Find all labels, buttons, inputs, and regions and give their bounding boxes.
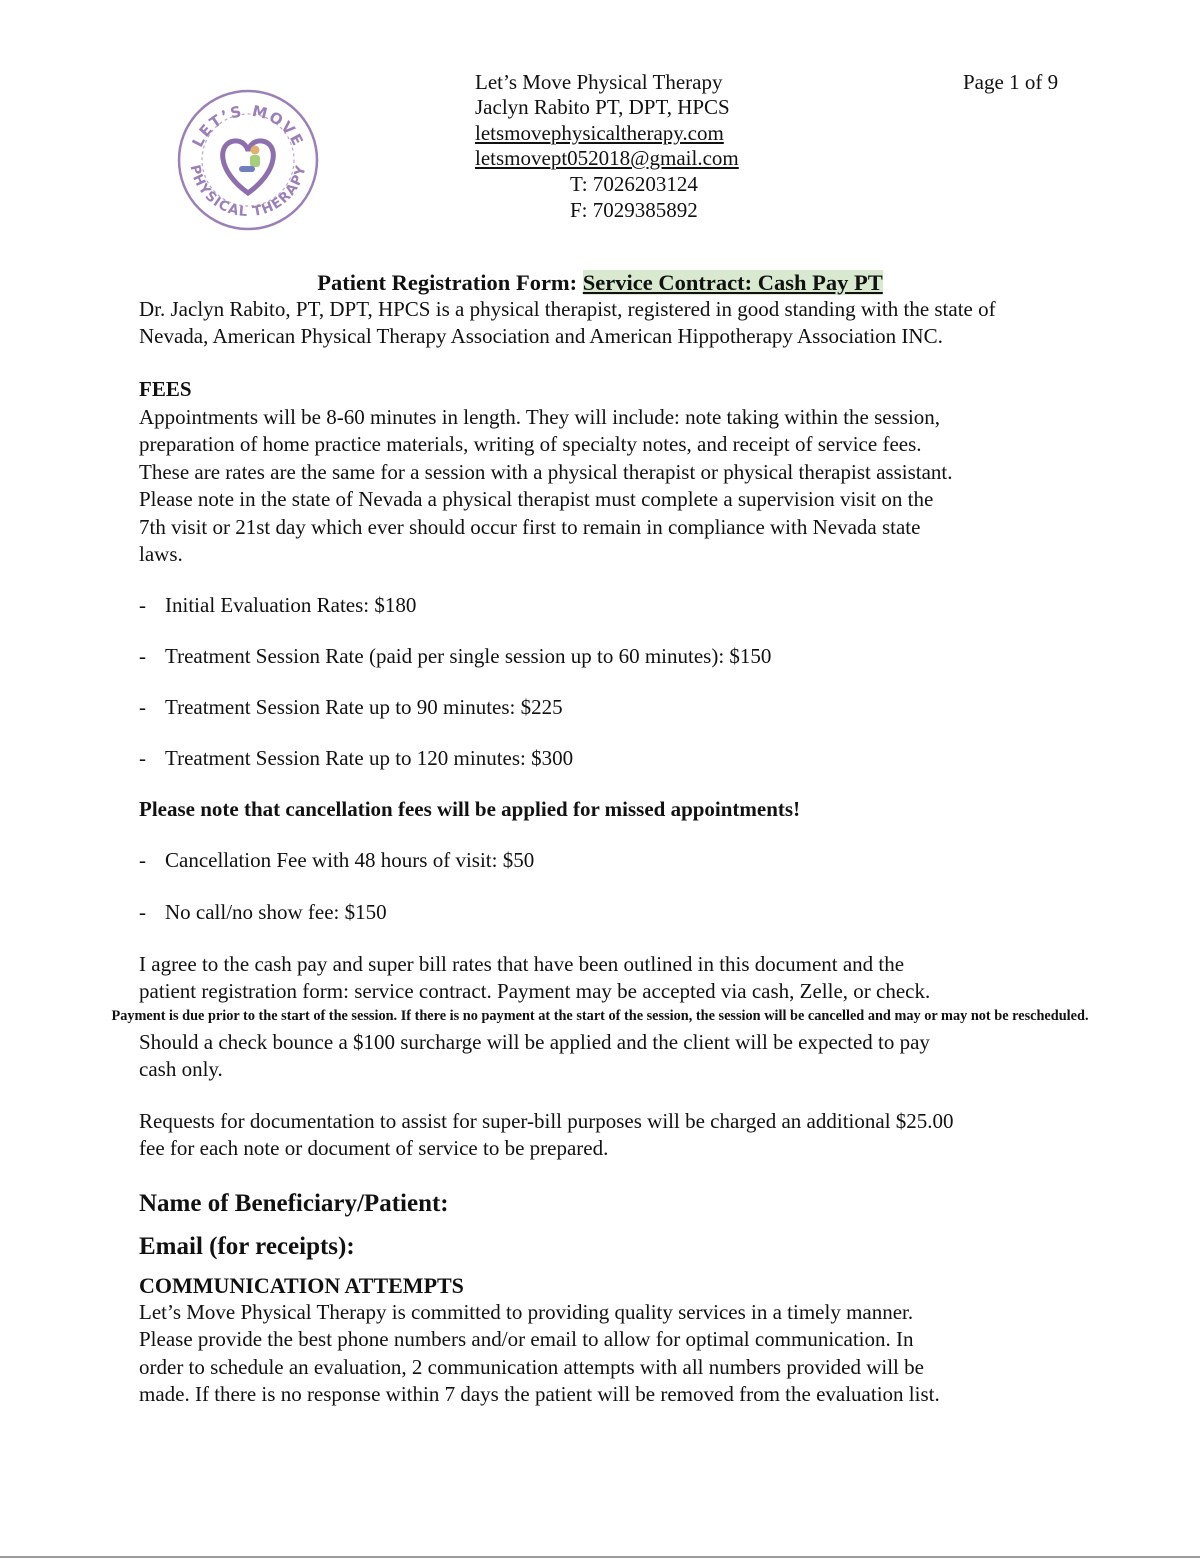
list-dash: -: [139, 695, 146, 719]
communication-line: made. If there is no response within 7 days the patient will be removed from the evaluation list.: [139, 1382, 940, 1407]
logo-graphic: [176, 88, 320, 232]
documentation-line: fee for each note or document of service to be prepared.: [139, 1136, 609, 1161]
list-dash: -: [139, 900, 146, 924]
agreement-paragraph-2: [139, 1029, 1079, 1084]
cancel-fee-text: Cancellation Fee with 48 hours of visit: $50: [165, 848, 535, 872]
intro-line: Dr. Jaclyn Rabito, PT, DPT, HPCS is a physical therapist, registered in good standing with the state of: [139, 297, 996, 321]
practice-name: Let’s Move Physical Therapy: [475, 70, 723, 94]
website-link[interactable]: letsmovephysicaltherapy.com: [475, 121, 724, 145]
fees-line: These are rates are the same for a session with a physical therapist or physical therapist assistant.: [139, 459, 953, 484]
rate-item: [139, 695, 563, 720]
communication-line: order to schedule an evaluation, 2 communication attempts with all numbers provided will be: [139, 1354, 924, 1379]
email-field-label: Email (for receipts):: [139, 1233, 355, 1260]
phone-number: T: 7026203124: [570, 172, 698, 196]
documentation-paragraph: [139, 1108, 1079, 1163]
cancel-fee-item: [139, 848, 534, 873]
communication-line: Please provide the best phone numbers and/or email to allow for optimal communication. In: [139, 1327, 914, 1352]
fees-heading: FEES: [139, 377, 192, 401]
payment-due-notice: Payment is due prior to the start of the session. If there is no payment at the start of the session, the session will be cancelled and may or may not be rescheduled.: [111, 1008, 1089, 1024]
rate-item: [139, 593, 416, 618]
fees-line: Please note in the state of Nevada a physical therapist must complete a supervision visit on the: [139, 487, 934, 512]
fees-line: laws.: [139, 542, 183, 567]
svg-text:PHYSICAL THERAPY: PHYSICAL THERAPY: [186, 163, 310, 221]
fees-line: 7th visit or 21st day which ever should occur first to remain in compliance with Nevada state: [139, 514, 921, 539]
fees-paragraph: [139, 404, 1079, 568]
rate-item: [139, 746, 573, 771]
page-number: Page 1 of 9: [963, 70, 1059, 94]
intro-line: Nevada, American Physical Therapy Association and American Hippotherapy Association INC.: [139, 324, 943, 349]
rate-text: Initial Evaluation Rates: $180: [165, 593, 417, 617]
form-title: [0, 270, 1200, 296]
agreement-paragraph: [139, 951, 1079, 1006]
rate-text: Treatment Session Rate up to 120 minutes: $300: [165, 746, 574, 770]
list-dash: -: [139, 644, 146, 668]
fax-number: F: 7029385892: [570, 198, 698, 222]
agreement-line: Should a check bounce a $100 surcharge will be applied and the client will be expected to pay: [139, 1030, 930, 1054]
rate-text: Treatment Session Rate up to 90 minutes: $225: [165, 695, 563, 719]
rate-text: Treatment Session Rate (paid per single session up to 60 minutes): $150: [165, 644, 772, 668]
cancel-fee-item: [139, 900, 387, 925]
list-dash: -: [139, 593, 146, 617]
agreement-line: patient registration form: service contract. Payment may be accepted via cash, Zelle, or check.: [139, 979, 931, 1004]
list-dash: -: [139, 848, 146, 872]
list-dash: -: [139, 746, 146, 770]
form-title-prefix: Patient Registration Form:: [317, 270, 583, 295]
agreement-line: I agree to the cash pay and super bill rates that have been outlined in this document and the: [139, 952, 905, 976]
intro-paragraph: [139, 296, 1079, 351]
rate-item: [139, 644, 771, 669]
documentation-line: Requests for documentation to assist for super-bill purposes will be charged an additional $25.00: [139, 1109, 954, 1133]
agreement-line: cash only.: [139, 1057, 223, 1082]
cancel-fee-text: No call/no show fee: $150: [165, 900, 387, 924]
communication-paragraph: [139, 1299, 1079, 1409]
fees-line: Appointments will be 8-60 minutes in length. They will include: note taking within the session,: [139, 405, 941, 429]
cancellation-notice: Please note that cancellation fees will be applied for missed appointments!: [139, 797, 801, 821]
form-title-highlight: Service Contract: Cash Pay PT: [582, 270, 883, 295]
practice-logo: [176, 88, 320, 232]
fees-line: preparation of home practice materials, writing of specialty notes, and receipt of service fees.: [139, 432, 922, 457]
communication-line: Let’s Move Physical Therapy is committed to providing quality services in a timely manner.: [139, 1300, 914, 1324]
communication-heading: COMMUNICATION ATTEMPTS: [139, 1273, 464, 1298]
clinician-name: Jaclyn Rabito PT, DPT, HPCS: [475, 95, 730, 119]
email-link[interactable]: letsmovept052018@gmail.com: [475, 146, 739, 170]
svg-text:LET’S MOVE: LET’S MOVE: [188, 101, 308, 151]
page-divider: [0, 1556, 1200, 1558]
beneficiary-field-label: Name of Beneficiary/Patient:: [139, 1190, 449, 1217]
